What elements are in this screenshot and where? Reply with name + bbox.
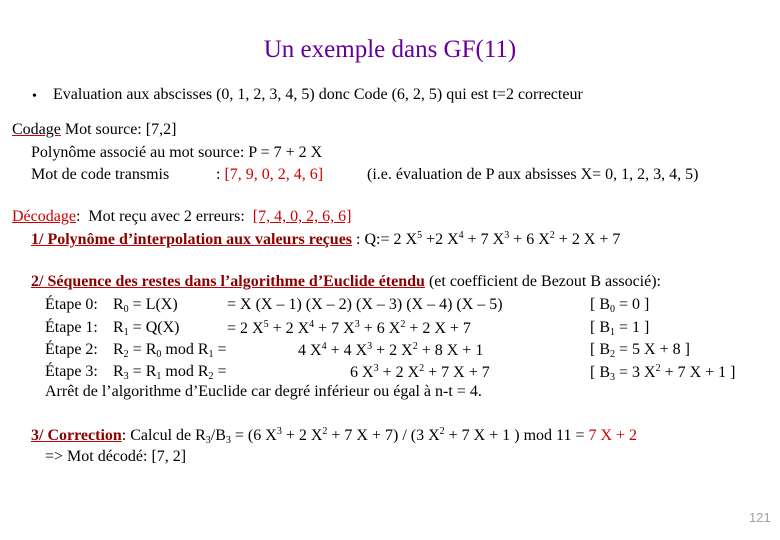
interpolation-line: [31, 230, 620, 249]
decodage-line: [12, 208, 351, 226]
algorithm-stop: Arrêt de l’algorithme d’Euclide car degré inférieur ou égal à n-t = 4.: [45, 383, 482, 400]
step-1-bezout: [ $B_1 = 1$ ]: [590, 319, 650, 338]
correction-expression: : Calcul de $R_3/B_3 = (6$ $X^3 + 2$ $X^2 + 7$ X + 7) / (3 $X^2 + 7$ X + 1 ) mod 11 =: [121, 426, 585, 446]
codage-code-value: [7, 9, 0, 2, 4, 6]: [224, 166, 324, 183]
decodage-heading: Décodage: [12, 208, 76, 225]
intro-text: Evaluation aux abscisses (0, 1, 2, 3, 4, 5) donc Code (6, 2, 5) qui est t=2 correcteur: [53, 86, 583, 103]
interpolation-expression: : Q:= 2 $X^5 +2$ $X^4 + 7$ $X^3 + 6$ $X^2 + 2$ X + 7: [356, 230, 621, 248]
correction-label: 3/ Correction: [31, 427, 122, 444]
euclide-label: 2/ Séquence des restes dans l’algorithme d’Euclide étendu: [31, 273, 425, 290]
step-3-remainder: $R_3 = R_1$ mod $R_2$ =: [113, 363, 227, 382]
page-number: 121: [749, 510, 771, 525]
step-2-label: Étape 2:: [45, 341, 98, 358]
step-0-label: Étape 0:: [45, 296, 98, 313]
correction-result: 7 X + 2: [588, 427, 638, 444]
step-2-expression: 4 $X^4 + 4$ $X^3 + 2$ $X^2 + 8$ X + 1: [298, 341, 484, 359]
step-1-remainder: $R_1 = Q(X)$: [113, 319, 180, 338]
codage-transmitted-label: Mot de code transmis: [31, 166, 170, 183]
decodage-colon: :: [75, 208, 81, 225]
euclide-note: (et coefficient de Bezout B associé):: [428, 273, 661, 290]
decodage-received: Mot reçu avec 2 erreurs:: [88, 208, 245, 225]
step-0-bezout: [ $B_0 = 0$ ]: [590, 296, 650, 315]
bullet-icon: •: [32, 89, 37, 104]
step-2-remainder: $R_2 = R_0$ mod $R_1$ =: [113, 341, 227, 360]
decoded-word: => Mot décodé: [7, 2]: [45, 448, 187, 465]
codage-polynomial: Polynôme associé au mot source: P = 7 + 2 X: [31, 144, 323, 161]
interpolation-label: 1/ Polynôme d’interpolation aux valeurs reçues: [31, 231, 353, 248]
step-3-label: Étape 3:: [45, 363, 98, 380]
step-1-expression: = 2 $X^5 + 2$ $X^4 + 7$ $X^3 + 6$ $X^2 + 2$ X + 7: [227, 319, 471, 337]
slide-title: Un exemple dans GF(11): [263, 36, 517, 63]
codage-line: [12, 121, 176, 139]
step-0-expression: = X (X – 1) (X – 2) (X – 3) (X – 4) (X – 5): [227, 296, 503, 313]
codage-note: (i.e. évaluation de P aux absisses X= 0, 1, 2, 3, 4, 5): [367, 166, 699, 183]
codage-transmitted: [216, 166, 323, 184]
euclide-line: [31, 273, 661, 291]
step-3-expression: 6 $X^3 + 2$ $X^2 + 7$ X + 7: [350, 363, 490, 381]
step-1-label: Étape 1:: [45, 319, 98, 336]
step-3-bezout: [ $B_3 = 3$ $X^2 + 7$ X + 1 ]: [590, 363, 736, 383]
codage-colon: :: [216, 166, 225, 183]
codage-heading: Codage: [12, 121, 61, 138]
decodage-received-value: [7, 4, 0, 2, 6, 6]: [252, 208, 352, 225]
step-2-bezout: [ $B_2 = 5$ X + 8 ]: [590, 341, 690, 360]
codage-source: Mot source: [7,2]: [64, 121, 177, 138]
correction-line: [31, 426, 637, 446]
step-0-remainder: $R_0 = L(X)$: [113, 296, 178, 315]
